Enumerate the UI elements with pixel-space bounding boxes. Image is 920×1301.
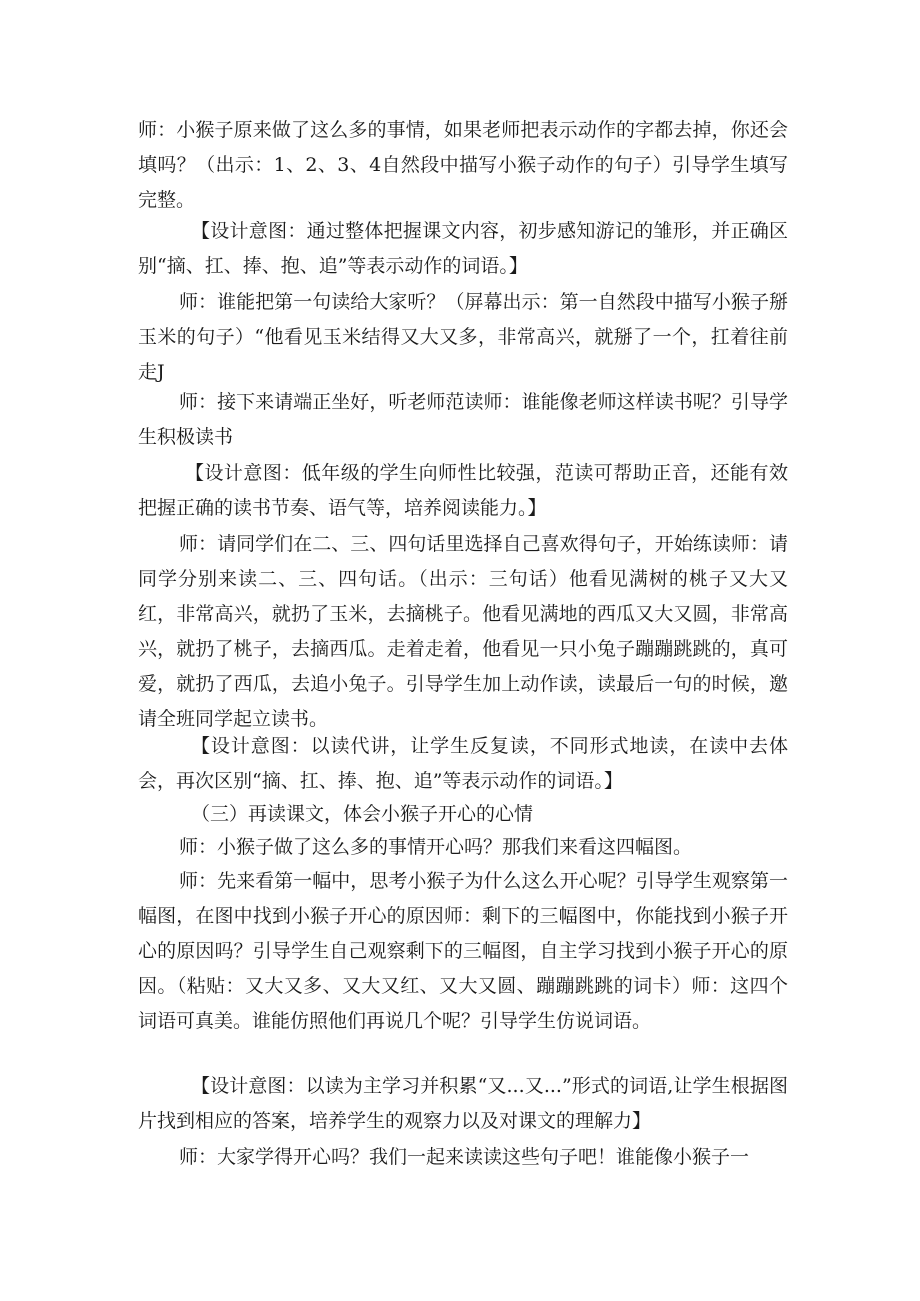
- paragraph-1: 师：小猴子原来做了这么多的事情，如果老师把表示动作的字都去掉，你还会填吗？（出示：1、2、3、4自然段中描写小猴子动作的句子）引导学生填写完整。: [138, 119, 788, 211]
- paragraph-11: 师：大家学得开心吗？我们一起来读读这些句子吧！谁能像小猴子一: [179, 1146, 750, 1168]
- paragraph-5: 【设计意图：低年级的学生向师性比较强，范读可帮助正音，还能有效把握正确的读书节奏、语气等，培养阅读能力。】: [138, 462, 788, 519]
- paragraph-9: 师：先来看第一幅中，思考小猴子为什么这么开心呢？引导学生观察第一幅图，在图中找到小猴子开心的原因师：剩下的三幅图中，你能找到小猴子开心的原因吗？引导学生自己观察剩下的三幅图，自主学习找到小猴子开心的原因。（粘贴：又大又多、又大又红、又大又圆、蹦蹦跳跳的词卡）师：这四个词语可真美。谁能仿照他们再说几个呢？引导学生仿说词语。: [138, 870, 788, 1032]
- paragraph-2: 【设计意图：通过整体把握课文内容，初步感知游记的雏形，并正确区别“摘、扛、捧、抱、追”等表示动作的词语。】: [138, 220, 788, 277]
- paragraph-7: 【设计意图：以读代讲，让学生反复读，不同形式地读，在读中去体会，再次区别“摘、扛、捧、抱、追”等表示动作的词语。】: [138, 735, 788, 792]
- paragraph-3: 师：谁能把第一句读给大家听？（屏幕出示：第一自然段中描写小猴子掰玉米的句子）“他看见玉米结得又大又多，非常高兴，就掰了一个，扛着往前走J: [138, 291, 788, 383]
- paragraph-8: 师：小猴子做了这么多的事情开心吗？那我们来看这四幅图。: [179, 836, 693, 858]
- section-heading: （三）再读课文，体会小猴子开心的心情: [191, 803, 534, 825]
- paragraph-6: 师：请同学们在二、三、四句话里选择自己喜欢得句子，开始练读师：请同学分别来读二、三、四句话。（出示：三句话）他看见满树的桃子又大又红，非常高兴，就扔了玉米，去摘桃子。他看见满地的西瓜又大又圆，非常高兴，就扔了桃子，去摘西瓜。走着走着，他看见一只小兔子蹦蹦跳跳的，真可爱，就扔了西瓜，去追小兔子。引导学生加上动作读，读最后一句的时候，邀请全班同学起立读书。: [138, 533, 788, 730]
- paragraph-4: 师：接下来请端正坐好，听老师范读师：谁能像老师这样读书呢？引导学生积极读书: [138, 391, 788, 448]
- paragraph-10: 【设计意图：以读为主学习并积累“又...又...”形式的词语,让学生根据图片找到相应的答案，培养学生的观察力以及对课文的理解力】: [138, 1075, 788, 1132]
